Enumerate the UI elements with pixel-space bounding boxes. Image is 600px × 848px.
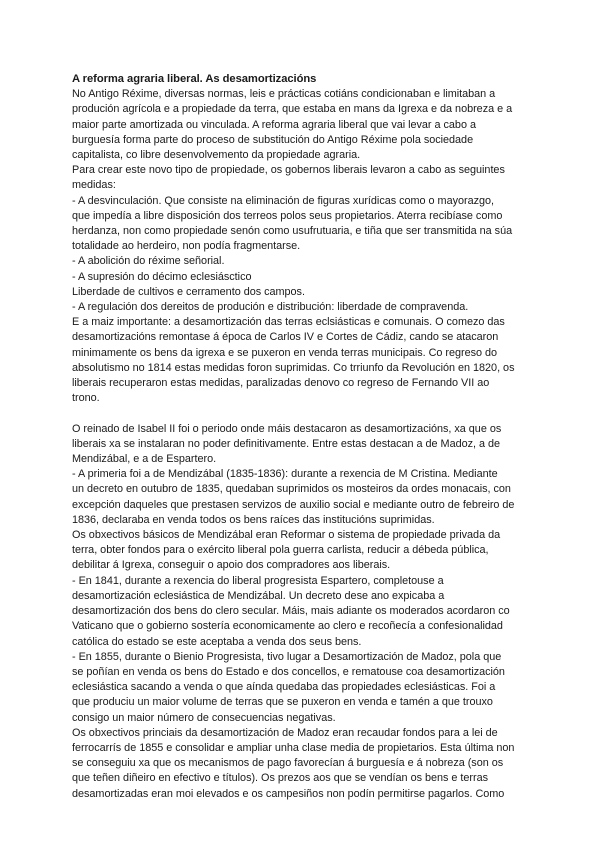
document-body bbox=[72, 87, 536, 802]
text-line: se poñían en venda os bens do Estado e dos concellos, e rematouse coa desamortización bbox=[72, 665, 505, 678]
text-line: Os obxectivos básicos de Mendizábal eran Reformar o sistema de propiedade privada da bbox=[72, 529, 501, 542]
text-line: minimamente os bens da igrexa e se puxeron en venda terras municipais. Co regreso do bbox=[72, 346, 498, 359]
text-line: burguesía forma parte do proceso de substitución do Antigo Réxime pola sociedade bbox=[72, 133, 474, 146]
text-line: Mendizábal, e a de Espartero. bbox=[72, 453, 217, 466]
text-line: desamortización dos bens do clero secular. Máis, mais adiante os moderados acordaron co bbox=[72, 605, 510, 618]
text-line: un decreto en outubro de 1835, quedaban suprimidos os mosteiros da ordes monacais, con bbox=[72, 483, 511, 496]
text-line: que produciu un maior volume de terras que se puxeron en venda e tamén a que trouxo bbox=[72, 696, 493, 709]
text-line: que impedía a libre disposición dos terreos polos seus propietarios. Aterra recibíase como bbox=[72, 209, 503, 222]
text-line: Vaticano que o gobierno sostería economicamente ao clero e recoñecía a confesionalidad bbox=[72, 620, 503, 633]
document-title: A reforma agraria liberal. As desamortizacións bbox=[72, 73, 317, 85]
text-line: trono. bbox=[72, 392, 100, 405]
text-line: eclesiástica sacando a venda o que aínda quedaba das propiedades eclesiásticas. Foi a bbox=[72, 681, 496, 694]
text-line: - A supresión do décimo eclesiásctico bbox=[72, 270, 252, 283]
text-line: terra, obter fondos para o exército liberal pola guerra carlista, reducir a débeda pública, bbox=[72, 544, 489, 557]
text-line: desamortización eclesiástica de Mendizábal. Un decreto dese ano expicaba a bbox=[72, 589, 445, 602]
text-line: totalidade ao herdeiro, non podía fragmentarse. bbox=[72, 240, 301, 253]
text-line: debilitar á Igrexa, conseguir o apoio dos compradores aos liberais. bbox=[72, 559, 391, 572]
text-line: desamortizacións remontase á época de Carlos IV e Cortes de Cádiz, cando se atacaron bbox=[72, 331, 499, 344]
text-line: Para crear este novo tipo de propiedade, os gobernos liberais levaron a cabo as seguintes bbox=[72, 164, 505, 177]
text-line: 1836, declaraba en venda todos os bens raíces das institucións suprimidas. bbox=[72, 513, 435, 526]
text-line: - A regulación dos dereitos de produción e distribución: liberdade de compravenda. bbox=[72, 301, 469, 314]
text-line: Liberdade de cultivos e cerramento dos campos. bbox=[72, 285, 305, 298]
text-line: medidas: bbox=[72, 179, 116, 192]
text-line: que teñen diñeiro en efectivo e títulos). Os prezos aos que se vendían os bens e terras bbox=[72, 772, 488, 785]
text-line: ferrocarrís de 1855 e consolidar e ampliar unha clase media de propietarios. Esta última non bbox=[72, 741, 515, 754]
text-line: católica do estado se este aceptaba a venda dos seus bens. bbox=[72, 635, 362, 648]
text-line: O reinado de Isabel II foi o periodo onde máis destacaron as desamortizacións, xa que os bbox=[72, 422, 502, 435]
text-line: se conseguiu xa que os mecanismos de pago favorecían á burguesía e á nobreza (son os bbox=[72, 757, 504, 770]
text-line: - A desvinculación. Que consiste na eliminación de figuras xurídicas como o mayorazgo, bbox=[72, 194, 495, 207]
text-line: - En 1855, durante o Bienio Progresista, tivo lugar a Desamortización de Madoz, pola que bbox=[72, 650, 502, 663]
text-line: No Antigo Réxime, diversas normas, leis e prácticas cotiáns condicionaban e limitaban a bbox=[72, 88, 496, 101]
text-line: - A abolición do réxime señorial. bbox=[72, 255, 225, 268]
text-line: desamortizadas eran moi elevados e os campesiños non podín permitirse pagarlos. Como bbox=[72, 787, 505, 800]
text-line: capitalista, co libre desenvolvemento da propiedade agraria. bbox=[72, 149, 361, 162]
text-line: Os obxectivos princiais da desamortización de Madoz eran recaudar fondos para a lei de bbox=[72, 726, 498, 739]
text-line: maior parte amortizada ou vinculada. A reforma agraria liberal que vai levar a cabo a bbox=[72, 118, 476, 131]
text-line: excepción daqueles que prestasen servizos de auxilio social e mediante outro de febreiro de bbox=[72, 498, 515, 511]
text-line: E a maiz importante: a desamortización das terras eclsiásticas e comunais. O comezo das bbox=[72, 316, 505, 329]
text-line: consigo un maior número de consecuencias negativas. bbox=[72, 711, 336, 724]
text-line: liberais recuperaron estas medidas, paralizadas denovo co regreso de Fernando VII ao bbox=[72, 377, 490, 390]
text-line: produción agrícola e a propiedade da terra, que estaba en mans da Igrexa e da nobreza e a bbox=[72, 103, 513, 116]
text-line: liberais xa se instalaran no poder definitivamente. Entre estas destacan a de Madoz, a de bbox=[72, 437, 501, 450]
text-line: - En 1841, durante a rexencia do liberal progresista Espartero, completouse a bbox=[72, 574, 444, 587]
text-line: absolutismo no 1814 estas medidas foron suprimidas. Co trriunfo da Revolución en 1820, os bbox=[72, 361, 515, 374]
paragraph-spacer bbox=[72, 406, 536, 421]
text-line: herdanza, non como propiedade senón como usufrutuaria, e tiña que ser transmitida na súa bbox=[72, 225, 513, 238]
text-line: - A primeria foi a de Mendizábal (1835-1836): durante a rexencia de M Cristina. Mediante bbox=[72, 468, 498, 481]
